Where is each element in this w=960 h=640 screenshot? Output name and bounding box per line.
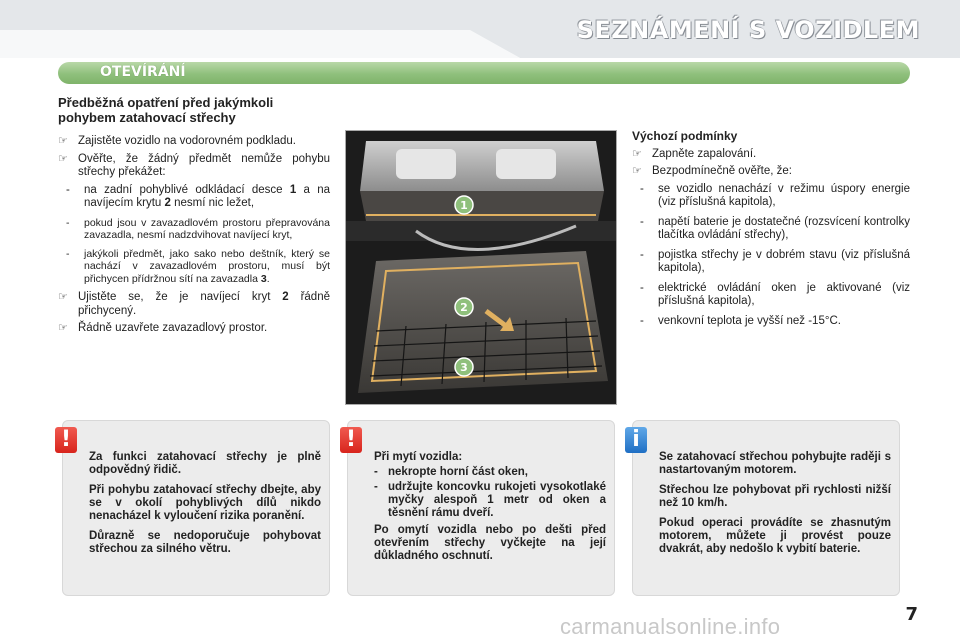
warning-dash-item [374, 481, 606, 520]
warning-text: udržujte koncovku rukojeti vysokotlaké myčky alespoň 1 metr od oken a těsnění rámu dveří. [388, 481, 606, 519]
warning-text: Při mytí vozidla: [374, 451, 463, 463]
warning-box-washing [347, 420, 615, 596]
ref-number: 3 [260, 272, 267, 285]
ref-number: 1 [289, 183, 297, 196]
dash-text: pokud jsou v zavazadlovém prostoru přepravována zavazadla, nesmí nadzdvihovat navíjecí kryt, [84, 216, 330, 241]
warning-text: Při pohybu zatahovací střechy dbejte, aby se v okolí pohyblivých dílů nikdo nenacházel k vyloučení rizika poranění. [89, 484, 321, 522]
dash-text: pojistka střechy je v dobrém stavu (viz příslušná kapitola), [658, 248, 910, 274]
dash-text: nesmí nic ležet, [170, 197, 255, 209]
dash-text: na zadní pohyblivé odkládací desce [84, 183, 290, 196]
bullet-text: řádně přichycený. [78, 291, 330, 317]
warning-content [374, 451, 606, 570]
dash-mark: - [640, 248, 644, 261]
left-column [58, 95, 330, 340]
dash-mark: - [374, 466, 378, 478]
bullet-text: Ověřte, že žádný předmět nemůže pohybu střechy překážet: [78, 152, 330, 178]
bullet-text: Řádně uzavřete zavazadlový prostor. [78, 322, 268, 334]
page-number: 7 [905, 604, 918, 625]
warning-text: Za funkci zatahovací střechy je plně odpovědný řidič. [89, 451, 321, 476]
left-bullet [58, 322, 330, 336]
right-dash-item [632, 183, 910, 210]
dash-mark: - [66, 183, 70, 196]
section-title: OTEVÍRÁNÍ [100, 64, 186, 80]
info-content [659, 451, 891, 563]
dash-mark: - [640, 314, 644, 327]
dash-mark: - [640, 215, 644, 228]
trunk-illustration [346, 131, 617, 405]
warning-icon: ! [55, 427, 77, 453]
dash-text: jakýkoli předmět, jako sako nebo deštník, který se nachází v zavazadlovém prostoru, musí být přichycen přídržnou sítí na zavazadla [84, 247, 330, 285]
dash-text: se vozidlo nenachází v režimu úspory energie (viz příslušná kapitola), [658, 182, 910, 208]
ref-number: 2 [164, 197, 171, 209]
info-text: Střechou lze pohybovat při rychlosti nižší než 10 km/h. [659, 484, 891, 509]
info-text: Se zatahovací střechou pohybujte raději s nastartovaným motorem. [659, 451, 891, 476]
hand-pointer-icon: ☞ [58, 152, 68, 165]
dash-mark: - [66, 247, 70, 260]
dash-mark: - [640, 281, 644, 294]
left-dash-item [58, 184, 330, 211]
left-bullet [58, 135, 330, 149]
right-dash-item [632, 216, 910, 243]
left-dash-item [58, 217, 330, 242]
hand-pointer-icon: ☞ [632, 147, 642, 160]
hand-pointer-icon: ☞ [58, 322, 68, 334]
left-heading: Předběžná opatření před jakýmkoli pohybem zatahovací střechy [58, 95, 274, 125]
warning-box-driver [62, 420, 330, 596]
hand-pointer-icon: ☞ [58, 291, 68, 303]
warning-content [89, 451, 321, 563]
right-column [632, 130, 910, 334]
bullet-text: Zajistěte vozidlo na vodorovném podkladu. [78, 135, 296, 147]
trunk-photo [345, 130, 617, 405]
bullet-text: Bezpodmínečně ověřte, že: [652, 165, 792, 177]
dash-mark: - [374, 481, 378, 493]
right-bullet [632, 165, 910, 179]
warning-text: Důrazně se nedoporučuje pohybovat střechou za silného větru. [89, 530, 321, 555]
dash-text: venkovní teplota je vyšší než -15°C. [658, 314, 841, 327]
dash-text: . [266, 272, 270, 285]
page-title: SEZNÁMENÍ S VOZIDLEM [576, 16, 920, 44]
bullet-text: Zapněte zapalování. [652, 147, 757, 160]
left-bullet [58, 153, 330, 180]
warning-icon: ! [340, 427, 362, 453]
dash-text: elektrické ovládání oken je aktivované (viz příslušná kapitola), [658, 281, 910, 307]
hand-pointer-icon: ☞ [632, 165, 642, 177]
info-text: Pokud operaci provádíte se zhasnutým motorem, můžete ji provést pouze dvakrát, aby nedošlo k vybití baterie. [659, 517, 891, 555]
dash-text: napětí baterie je dostatečné (rozsvícení kontrolky tlačítka ovládání střechy), [658, 215, 910, 241]
dash-mark: - [66, 216, 70, 229]
label-2: 2 [460, 301, 468, 314]
warning-text: Po omytí vozidla nebo po dešti před otevřením střechy vyčkejte na její důkladného oschnutí. [374, 524, 606, 562]
right-dash-item [632, 249, 910, 276]
info-box-engine [632, 420, 900, 596]
bullet-text: Ujistěte se, že je navíjecí kryt [78, 291, 283, 303]
dash-text: a na navíjecím krytu [84, 183, 331, 209]
right-heading: Výchozí podmínky [632, 129, 738, 143]
dash-mark: - [640, 182, 644, 195]
right-bullet [632, 148, 910, 162]
watermark: carmanualsonline.info [560, 614, 781, 639]
label-1: 1 [460, 199, 468, 212]
info-icon: i [625, 427, 647, 453]
warning-text: nekropte horní část oken, [388, 466, 528, 478]
warning-dash-item [374, 466, 606, 479]
hand-pointer-icon: ☞ [58, 135, 68, 147]
left-bullet [58, 291, 330, 318]
right-dash-item [632, 282, 910, 309]
label-3: 3 [460, 361, 468, 374]
ref-number: 2 [282, 291, 289, 303]
left-dash-item [58, 248, 330, 286]
right-dash-item [632, 315, 910, 329]
